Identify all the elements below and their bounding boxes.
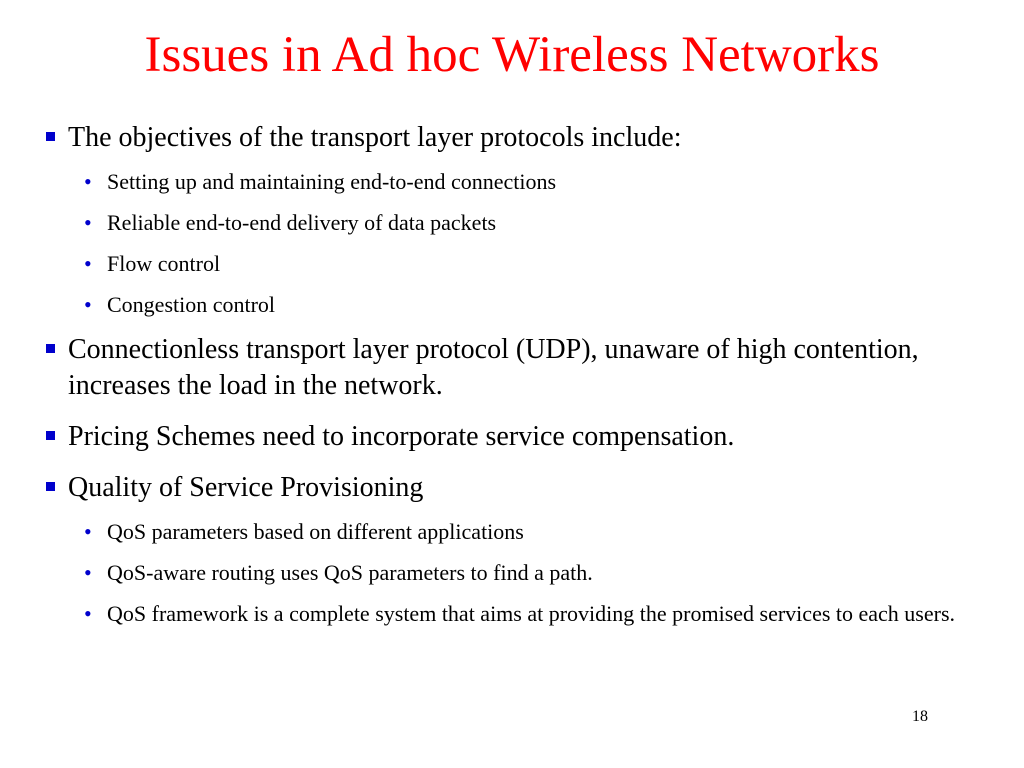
sub-bullet-item <box>44 517 964 547</box>
sub-bullet-item <box>44 249 964 279</box>
sub-bullet-text: QoS parameters based on different applications <box>107 519 524 544</box>
bullet-qos-provisioning <box>44 470 964 506</box>
dot-bullet-icon: • <box>84 251 92 276</box>
sub-bullet-text: Setting up and maintaining end-to-end connections <box>107 169 557 194</box>
sub-bullet-item <box>44 167 964 197</box>
bullet-transport-objectives <box>44 120 964 156</box>
slide-content <box>44 120 964 641</box>
sub-bullet-item <box>44 208 964 238</box>
sub-bullet-item <box>44 558 964 588</box>
sub-bullet-list <box>44 167 964 320</box>
square-bullet-icon <box>46 482 55 491</box>
sub-bullet-text: Reliable end-to-end delivery of data packets <box>107 210 497 235</box>
page-number: 18 <box>912 708 928 725</box>
bullet-pricing-schemes <box>44 419 964 455</box>
sub-bullet-list <box>44 517 964 629</box>
bullet-text: The objectives of the transport layer protocols include: <box>68 122 682 153</box>
square-bullet-icon <box>46 431 55 440</box>
sub-bullet-item <box>44 290 964 320</box>
bullet-text: Connectionless transport layer protocol (UDP), unaware of high contention, increases the load in the network. <box>68 334 919 401</box>
sub-bullet-text: QoS framework is a complete system that aims at providing the promised services to each users. <box>107 601 956 626</box>
dot-bullet-icon: • <box>84 560 92 585</box>
dot-bullet-icon: • <box>84 519 92 544</box>
square-bullet-icon <box>46 344 55 353</box>
slide-title: Issues in Ad hoc Wireless Networks <box>144 27 880 83</box>
dot-bullet-icon: • <box>84 169 92 194</box>
sub-bullet-text: Flow control <box>107 251 221 276</box>
sub-bullet-item <box>44 599 964 629</box>
square-bullet-icon <box>46 132 55 141</box>
bullet-udp <box>44 332 964 404</box>
sub-bullet-text: QoS-aware routing uses QoS parameters to find a path. <box>107 560 593 585</box>
bullet-text: Quality of Service Provisioning <box>68 472 424 503</box>
dot-bullet-icon: • <box>84 292 92 317</box>
dot-bullet-icon: • <box>84 601 92 626</box>
bullet-text: Pricing Schemes need to incorporate service compensation. <box>68 421 735 452</box>
dot-bullet-icon: • <box>84 210 92 235</box>
sub-bullet-text: Congestion control <box>107 292 276 317</box>
